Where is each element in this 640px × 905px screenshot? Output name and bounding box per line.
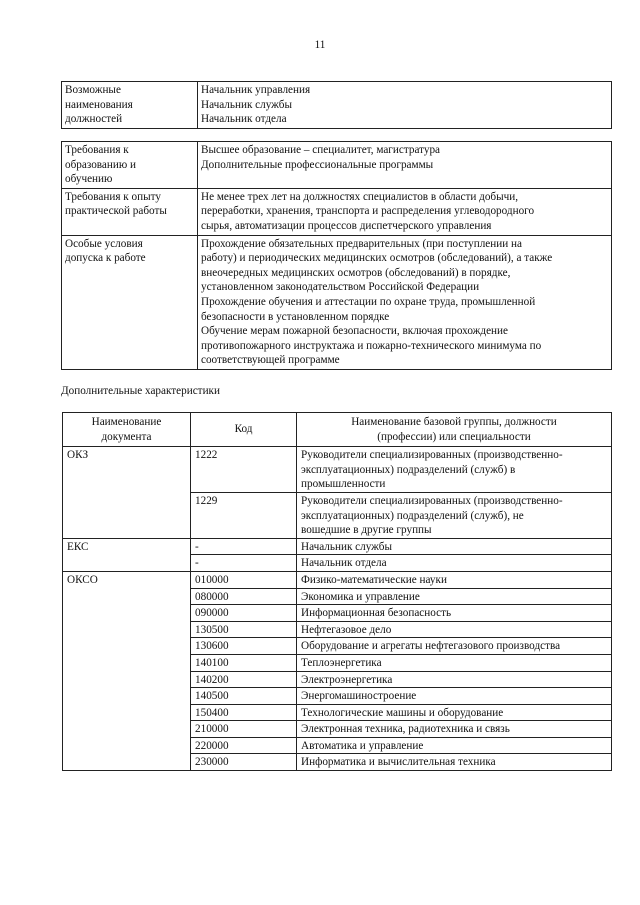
code-cell: - — [191, 555, 297, 572]
code-cell: 230000 — [191, 754, 297, 771]
table-row — [63, 447, 612, 493]
value-line: сырья, автоматизации процессов диспетчерского управления — [201, 219, 492, 232]
row-label — [62, 142, 198, 189]
label-line: образованию и — [65, 158, 137, 171]
name-cell: Электронная техника, радиотехника и связь — [297, 721, 612, 738]
name-cell — [297, 492, 612, 538]
value-line: Начальник службы — [201, 98, 292, 111]
header-document — [63, 413, 191, 447]
value-line: Дополнительные профессиональные программы — [201, 158, 434, 171]
requirements-table — [61, 141, 612, 370]
table-row — [62, 82, 612, 129]
doc-cell-okz: ОКЗ — [63, 447, 191, 539]
value-line: Прохождение обязательных предварительных (при поступлении на — [201, 237, 522, 250]
code-cell: 210000 — [191, 721, 297, 738]
row-value — [198, 188, 612, 235]
header-line: Наименование базовой группы, должности — [351, 416, 557, 428]
table-row — [63, 571, 612, 588]
label-line: практической работы — [65, 205, 167, 218]
code-cell: 140500 — [191, 688, 297, 705]
value-line: переработки, хранения, транспорта и распределения углеводородного — [201, 205, 535, 218]
name-cell: Технологические машины и оборудование — [297, 704, 612, 721]
name-cell: Информатика и вычислительная техника — [297, 754, 612, 771]
value-line: Не менее трех лет на должностях специалистов в области добычи, — [201, 190, 519, 203]
row-label — [62, 82, 198, 129]
value-line: безопасности в установленном порядке — [201, 310, 390, 323]
table-row — [62, 235, 612, 369]
page-number: 11 — [314, 39, 326, 51]
name-cell: Оборудование и агрегаты нефтегазового производства — [297, 638, 612, 655]
label-line: Требования к — [65, 144, 129, 156]
name-line: Руководители специализированных (производственно- — [301, 449, 563, 462]
value-line: Высшее образование – специалитет, магистратура — [201, 144, 441, 156]
code-cell: 1229 — [191, 492, 297, 538]
value-line: внеочередных медицинских осмотров (обследований) в порядке, — [201, 266, 511, 279]
code-cell: 130600 — [191, 638, 297, 655]
value-line: Начальник управления — [201, 84, 311, 96]
name-cell — [297, 447, 612, 493]
job-titles-table — [61, 81, 612, 129]
name-cell: Энергомашиностроение — [297, 688, 612, 705]
row-value — [198, 82, 612, 129]
row-value — [198, 235, 612, 369]
code-cell: 220000 — [191, 737, 297, 754]
label-line: наименования — [65, 98, 133, 111]
code-cell: 010000 — [191, 571, 297, 588]
code-cell: 130500 — [191, 621, 297, 638]
name-cell: Автоматика и управление — [297, 737, 612, 754]
header-name — [297, 413, 612, 447]
table-row — [62, 142, 612, 189]
label-line: обучению — [65, 173, 113, 186]
label-line: Требования к опыту — [65, 190, 161, 203]
label-line: Особые условия — [65, 237, 143, 250]
row-label — [62, 188, 198, 235]
code-cell: - — [191, 538, 297, 555]
label-line: Возможные — [65, 84, 121, 96]
header-row — [63, 413, 612, 447]
code-cell: 090000 — [191, 605, 297, 622]
row-value — [198, 142, 612, 189]
table-row — [62, 188, 612, 235]
label-line: допуска к работе — [65, 252, 146, 265]
code-cell: 150400 — [191, 704, 297, 721]
name-cell: Начальник отдела — [297, 555, 612, 572]
name-cell: Физико-математические науки — [297, 571, 612, 588]
value-line: противопожарного инструктажа и пожарно-технического минимума по — [201, 339, 542, 352]
doc-cell-eks: ЕКС — [63, 538, 191, 571]
name-cell: Электроэнергетика — [297, 671, 612, 688]
name-line: эксплуатационных) подразделений (служб), не — [301, 509, 524, 522]
name-line: промышленности — [301, 478, 386, 491]
name-line: Руководители специализированных (производственно- — [301, 494, 563, 507]
additional-characteristics-table — [62, 412, 612, 771]
value-line: Прохождение обучения и аттестации по охране труда, промышленной — [201, 295, 536, 308]
section-title: Дополнительные характеристики — [61, 385, 220, 397]
label-line: должностей — [65, 113, 123, 126]
code-cell: 140100 — [191, 654, 297, 671]
name-cell: Нефтегазовое дело — [297, 621, 612, 638]
doc-cell-okso: ОКСО — [63, 571, 191, 770]
table-row — [63, 538, 612, 555]
header-line: документа — [101, 430, 152, 443]
header-line: Наименование — [91, 416, 162, 428]
code-cell: 140200 — [191, 671, 297, 688]
code-cell: 080000 — [191, 588, 297, 605]
value-line: установленном законодательством Российской Федерации — [201, 281, 480, 294]
name-cell: Информационная безопасность — [297, 605, 612, 622]
header-line: (профессии) или специальности — [377, 430, 531, 443]
name-line: эксплуатационных) подразделений (служб) в — [301, 463, 516, 476]
value-line: соответствующей программе — [201, 354, 340, 367]
value-line: работу) и периодических медицинских осмотров (обследований), а также — [201, 252, 553, 265]
name-cell: Теплоэнергетика — [297, 654, 612, 671]
name-line: вошедшие в другие группы — [301, 524, 432, 537]
value-line: Обучение мерам пожарной безопасности, включая прохождение — [201, 325, 508, 338]
name-cell: Экономика и управление — [297, 588, 612, 605]
value-line: Начальник отдела — [201, 113, 287, 126]
code-cell: 1222 — [191, 447, 297, 493]
header-code: Код — [191, 413, 297, 447]
row-label — [62, 235, 198, 369]
name-cell: Начальник службы — [297, 538, 612, 555]
